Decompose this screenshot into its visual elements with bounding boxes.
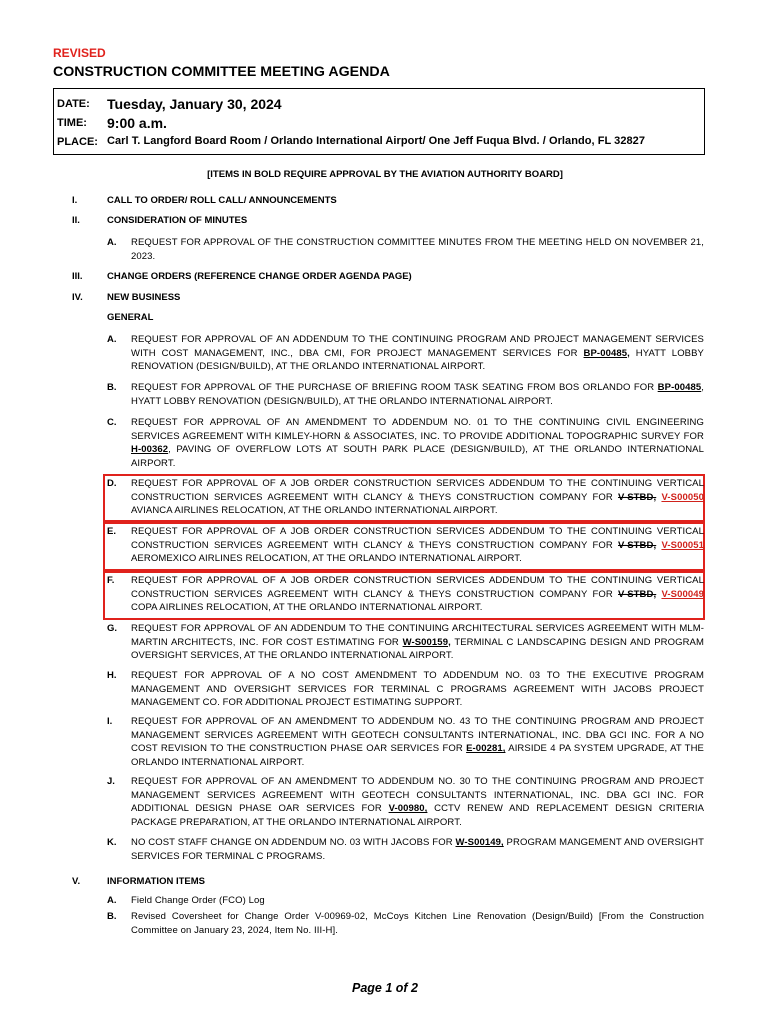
place-value: Carl T. Langford Board Room / Orlando International Airport/ One Jeff Fuqua Blvd. / Orlando, FL 32827 bbox=[107, 135, 645, 147]
agenda-item-text: REQUEST FOR APPROVAL OF THE PURCHASE OF BRIEFING ROOM TASK SEATING FROM BOS ORLANDO FOR BP-00485, HYATT LOBBY RENOVATION (DESIGN/BUILD), AT THE ORLANDO INTERNATIONAL AIRPORT. bbox=[131, 382, 704, 407]
item-letter: E. bbox=[107, 526, 116, 537]
date-label: DATE: bbox=[57, 98, 90, 110]
subsection-heading: GENERAL bbox=[107, 312, 154, 323]
item-letter: D. bbox=[107, 478, 117, 489]
project-code: BP-00485 bbox=[657, 382, 702, 393]
section-number: I. bbox=[72, 195, 78, 206]
item-letter: A. bbox=[107, 237, 117, 248]
agenda-item-text: REQUEST FOR APPROVAL OF A JOB ORDER CONSTRUCTION SERVICES ADDENDUM TO THE CONTINUING VERTICAL CONSTRUCTION SERVICES AGREEMENT WITH CLANCY & THEYS CONSTRUCTION COMPANY FOR V-STBD, V-S00051 AEROMEXICO AIRLINES RELOCATION, AT THE ORLANDO INTERNATIONAL AIRPORT. bbox=[131, 526, 704, 564]
struck-code: V-STBD, bbox=[618, 588, 657, 600]
agenda-item-text: REQUEST FOR APPROVAL OF A JOB ORDER CONSTRUCTION SERVICES ADDENDUM TO THE CONTINUING VERTICAL CONSTRUCTION SERVICES AGREEMENT WITH CLANCY & THEYS CONSTRUCTION COMPANY FOR V-STBD, V-S00049 COPA AIRLINES RELOCATION, AT THE ORLANDO INTERNATIONAL AIRPORT. bbox=[131, 575, 704, 613]
item-letter: B. bbox=[107, 382, 117, 393]
project-code: W-S00149, bbox=[455, 837, 504, 848]
project-code: W-S00159, bbox=[402, 636, 451, 648]
agenda-item-text: REQUEST FOR APPROVAL OF THE CONSTRUCTION COMMITTEE MINUTES FROM THE MEETING HELD ON NOVEMBER 21, 2023. bbox=[131, 237, 704, 262]
agenda-item-text: REQUEST FOR APPROVAL OF AN ADDENDUM TO THE CONTINUING ARCHITECTURAL SERVICES AGREEMENT WITH MLM-MARTIN ARCHITECTS, INC. FOR COST ESTIMATING FOR W-S00159, TERMINAL C LANDSCAPING DESIGN AND PROGRAM OVERSIGHT SERVICES, AT THE ORLANDO INTERNATIONAL AIRPORT. bbox=[131, 623, 704, 661]
item-letter: B. bbox=[107, 911, 117, 922]
place-label: PLACE: bbox=[57, 136, 98, 148]
item-letter: H. bbox=[107, 670, 117, 681]
project-code: H-00362 bbox=[131, 444, 169, 455]
section-title: INFORMATION ITEMS bbox=[107, 876, 205, 887]
project-code: V-00980, bbox=[388, 803, 428, 814]
revised-code: V-S00051 bbox=[661, 539, 704, 551]
agenda-item-text: REQUEST FOR APPROVAL OF AN AMENDMENT TO ADDENDUM NO. 43 TO THE CONTINUING PROGRAM AND PROJECT MANAGEMENT SERVICES AGREEMENT WITH GEOTECH CONSULTANTS INTERNATIONAL, INC. DBA GCI INC. FOR A NO COST REVISION TO THE CONSTRUCTION PHASE OAR SERVICES FOR E-00281, AIRSIDE 4 PA SYSTEM UPGRADE, AT THE ORLANDO INTERNATIONAL AIRPORT. bbox=[131, 716, 704, 768]
section-title: CALL TO ORDER/ ROLL CALL/ ANNOUNCEMENTS bbox=[107, 195, 337, 206]
item-letter: A. bbox=[107, 895, 117, 906]
revised-label: REVISED bbox=[53, 46, 106, 60]
page-number: Page 1 of 2 bbox=[352, 981, 418, 995]
agenda-item-text: Revised Coversheet for Change Order V-00969-02, McCoys Kitchen Line Renovation (Design/Build) [From the Construction Committee on January 23, 2024, Item No. III-H]. bbox=[131, 911, 704, 936]
agenda-item-text: REQUEST FOR APPROVAL OF AN AMENDMENT TO ADDENDUM NO. 30 TO THE CONTINUING PROGRAM AND PROJECT MANAGEMENT SERVICES AGREEMENT WITH GEOTECH CONSULTANTS INTERNATIONAL, INC. DBA GCI INC. FOR ADDITIONAL DESIGN PHASE OAR SERVICES FOR V-00980, CCTV RENEW AND REPLACEMENT DESIGN CRITERIA PACKAGE PREPARATION, AT THE ORLANDO INTERNATIONAL AIRPORT. bbox=[131, 776, 705, 828]
section-title: NEW BUSINESS bbox=[107, 292, 181, 303]
section-number: IV. bbox=[72, 292, 83, 303]
agenda-item-text: REQUEST FOR APPROVAL OF AN ADDENDUM TO THE CONTINUING PROGRAM AND PROJECT MANAGEMENT SERVICES WITH COST MANAGEMENT, INC., DBA CMI, FOR PROJECT MANAGEMENT SERVICES FOR BP-00485, HYATT LOBBY RENOVATION (DESIGN/BUILD), AT THE ORLANDO INTERNATIONAL AIRPORT. bbox=[131, 334, 704, 372]
time-label: TIME: bbox=[57, 117, 87, 129]
section-title: CONSIDERATION OF MINUTES bbox=[107, 215, 248, 226]
agenda-item-text: REQUEST FOR APPROVAL OF A NO COST AMENDMENT TO ADDENDUM NO. 03 TO THE EXECUTIVE PROGRAM MANAGEMENT AND OVERSIGHT SERVICES FOR TERMINAL C PROGRAMS AGREEMENT WITH JACOBS PROJECT MANAGEMENT CO. FOR ADDITIONAL PROJECT ESTIMATING SUPPORT. bbox=[131, 670, 704, 708]
page-title: CONSTRUCTION COMMITTEE MEETING AGENDA bbox=[53, 64, 390, 80]
item-letter: K. bbox=[107, 837, 117, 848]
struck-code: V-STBD, bbox=[618, 491, 657, 503]
date-value: Tuesday, January 30, 2024 bbox=[107, 96, 282, 112]
item-letter: C. bbox=[107, 417, 117, 428]
agenda-item-text: NO COST STAFF CHANGE ON ADDENDUM NO. 03 WITH JACOBS FOR W-S00149, PROGRAM MANGEMENT AND OVERSIGHT SERVICES FOR TERMINAL C PROGRAMS. bbox=[131, 837, 704, 862]
section-number: V. bbox=[72, 876, 81, 887]
agenda-item-text: REQUEST FOR APPROVAL OF AN AMENDMENT TO ADDENDUM NO. 01 TO THE CONTINUING CIVIL ENGINEERING SERVICES AGREEMENT WITH KIMLEY-HORN & ASSOCIATES, INC. TO PROVIDE ADDITIONAL TOPOGRAPHIC SURVEY FOR H-00362, PAVING OF OVERFLOW LOTS AT SOUTH PARK PLACE (DESIGN/BUILD), AT THE ORLANDO INTERNATIONAL AIRPORT. bbox=[131, 417, 704, 469]
time-value: 9:00 a.m. bbox=[107, 115, 167, 131]
item-letter: F. bbox=[107, 575, 115, 586]
bold-items-note: [ITEMS IN BOLD REQUIRE APPROVAL BY THE AVIATION AUTHORITY BOARD] bbox=[207, 169, 563, 180]
struck-code: V-STBD, bbox=[618, 539, 657, 551]
agenda-item-text: REQUEST FOR APPROVAL OF A JOB ORDER CONSTRUCTION SERVICES ADDENDUM TO THE CONTINUING VERTICAL CONSTRUCTION SERVICES AGREEMENT WITH CLANCY & THEYS CONSTRUCTION COMPANY FOR V-STBD, V-S00050 AVIANCA AIRLINES RELOCATION, AT THE ORLANDO INTERNATIONAL AIRPORT. bbox=[131, 478, 704, 516]
meeting-info-box bbox=[53, 88, 705, 155]
section-title: CHANGE ORDERS (REFERENCE CHANGE ORDER AGENDA PAGE) bbox=[107, 271, 412, 282]
project-code: BP-00485, bbox=[583, 347, 630, 359]
item-letter: I. bbox=[107, 716, 113, 727]
revised-code: V-S00049 bbox=[661, 588, 704, 600]
item-letter: A. bbox=[107, 334, 117, 345]
section-number: III. bbox=[72, 271, 83, 282]
item-letter: J. bbox=[107, 776, 115, 787]
project-code: E-00281, bbox=[466, 743, 506, 754]
revised-code: V-S00050 bbox=[661, 491, 704, 503]
section-number: II. bbox=[72, 215, 80, 226]
agenda-item-text: Field Change Order (FCO) Log bbox=[131, 895, 265, 906]
item-letter: G. bbox=[107, 623, 118, 634]
